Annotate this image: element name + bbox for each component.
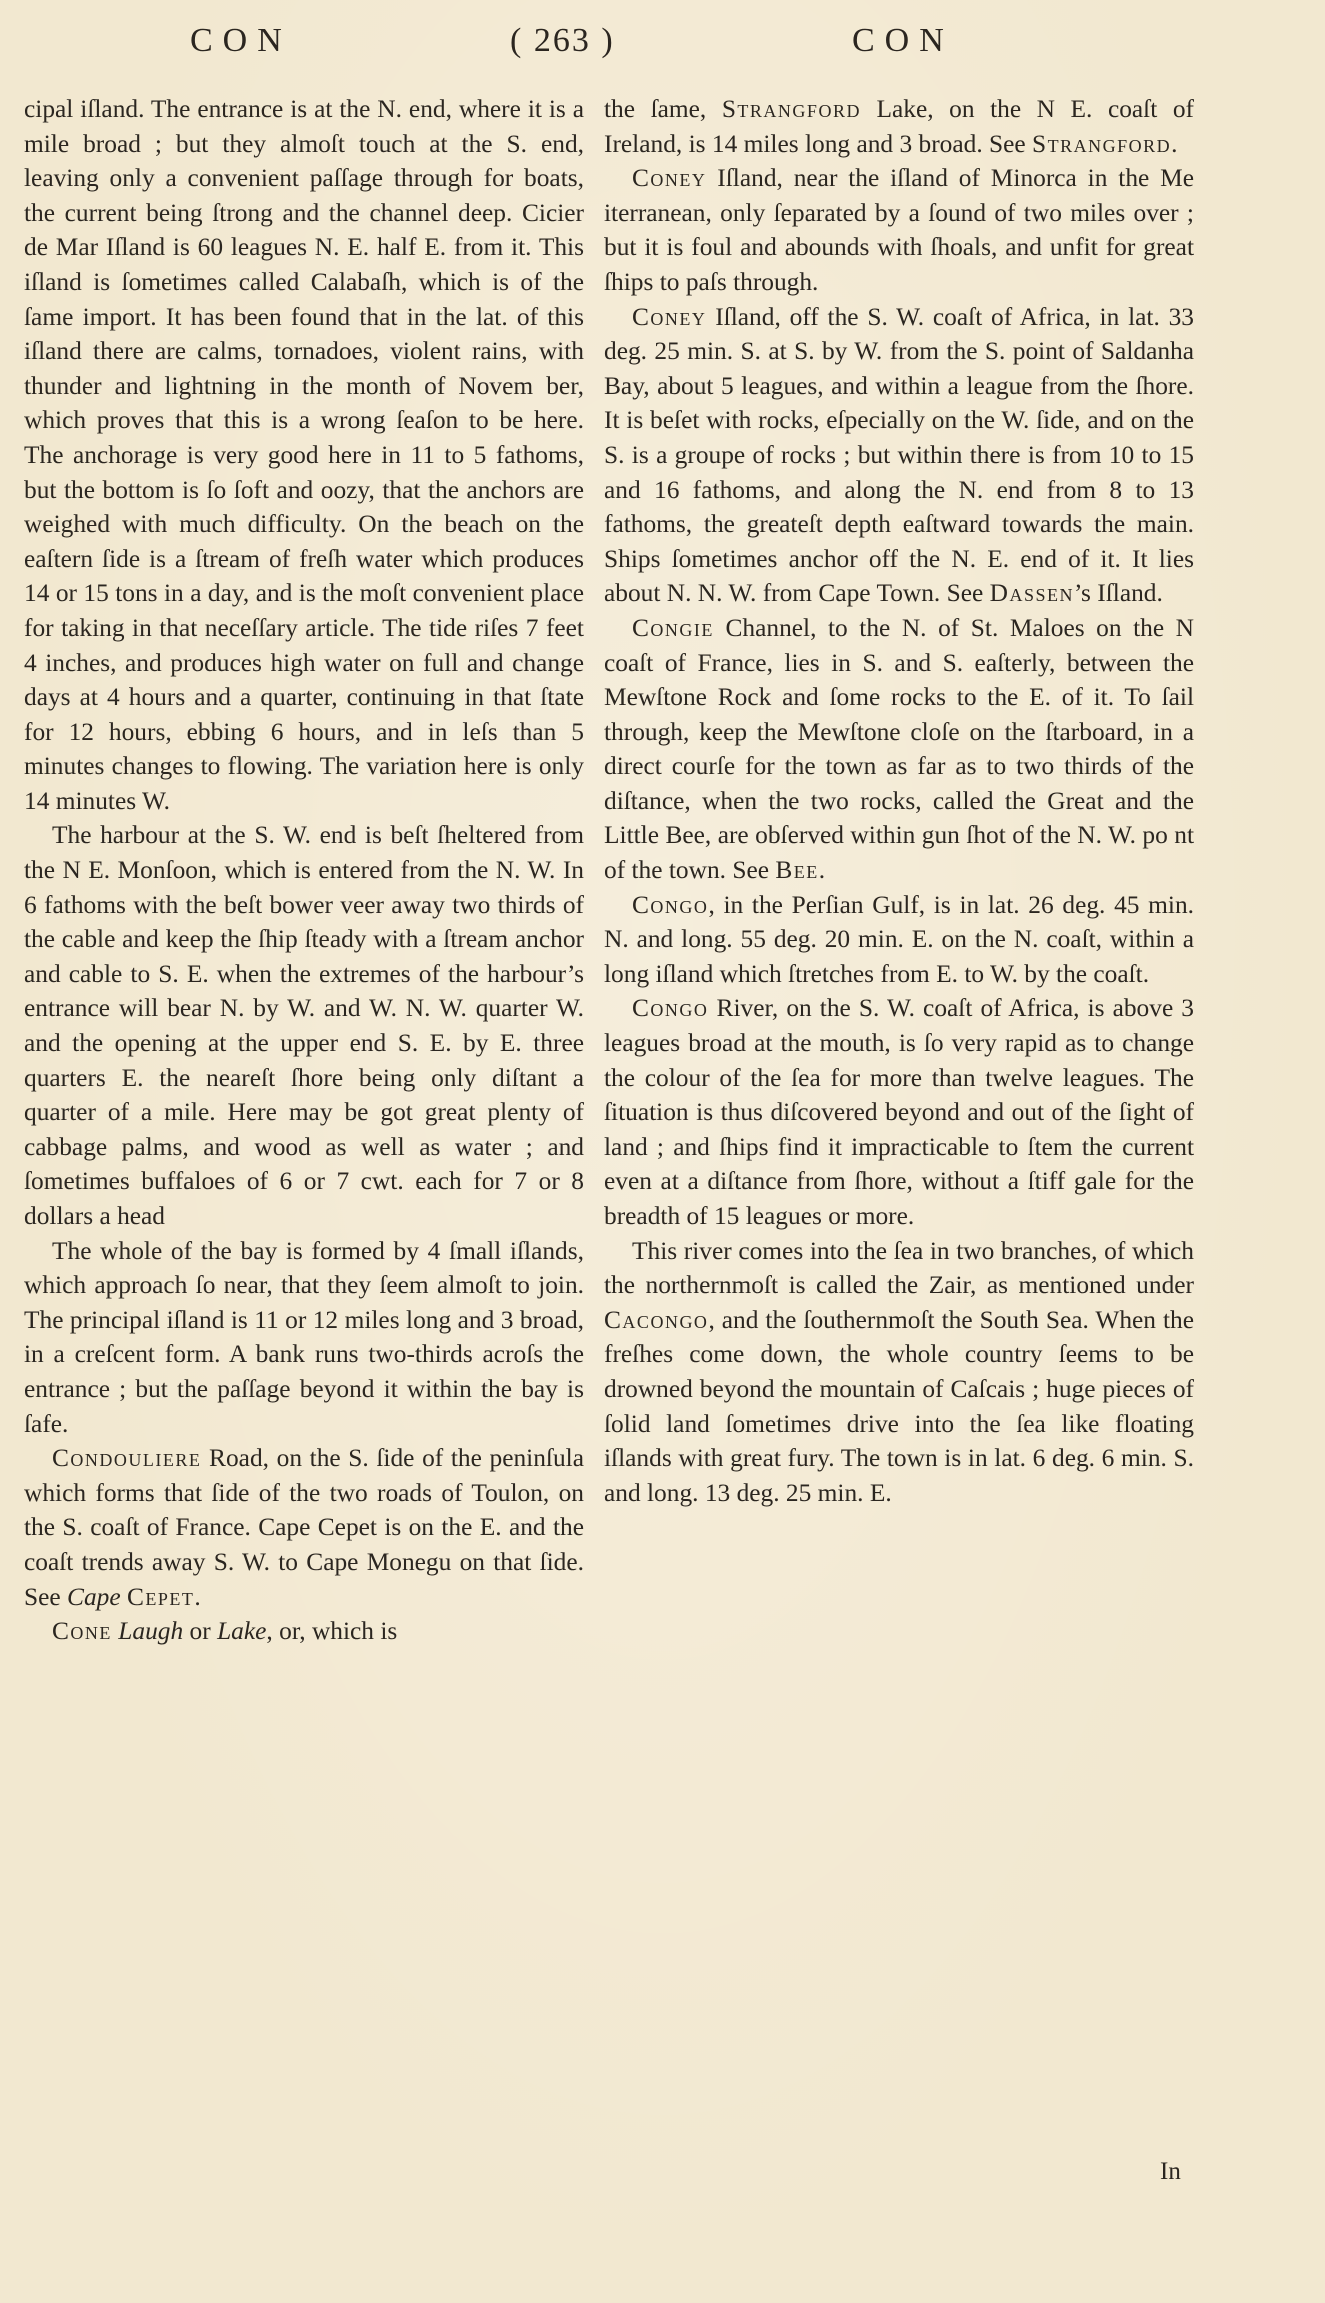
- paragraph: [24, 818, 584, 1233]
- paragraph-text: ’s Iſland.: [1073, 579, 1163, 608]
- paragraph-text: the ſame,: [604, 95, 722, 123]
- paragraph-text: River, on the S. W. coaſt of Africa, is above 3 leagues broad at the mouth, is ſo very rapid as to change the colour of the ſea for more than twelve leagues. The ſituation is thus diſcovered beyond and out of the ſight of land ; and ſhips find it impracticable to ſtem the current even at a diſtance from ſhore, without a ſtiff gale for the breadth of 15 leagues or more.: [604, 994, 1194, 1230]
- header-left-word: CON: [190, 22, 292, 59]
- small-caps-text: Strangford: [1032, 129, 1172, 158]
- paragraph-text: The harbour at the S. W. end is beſt ſheltered from the N E. Monſoon, which is entered from the N. W. In 6 fathoms with the beſt bower veer away two thirds of the cable and keep the ſhip ſteady with a ſtream anchor and cable to S. E. when the extremes of the harbour’s entrance will bear N. by W. and W. N. W. quarter W. and the opening at the upper end S. E. by E. three quarters E. the neareſt ſhore being only diſtant a quarter of a mile. Here may be got great plenty of cabbage palms, and wood as well as water ; and ſometimes buffaloes of 6 or 7 cwt. each for 7 or 8 dollars a head: [24, 821, 584, 1230]
- paragraph: [24, 1441, 584, 1614]
- small-caps-text: Condouliere: [52, 1444, 202, 1473]
- catchword: In: [1160, 2158, 1181, 2185]
- paragraph: [604, 92, 1194, 161]
- paragraph-text: Road, on the S. ſide of the peninſula which forms that ſide of the two roads of Toulon, on the S. coaſt of France. Cape Cepet is on the E. and the coaſt trends away S. W. to Cape Monegu on that ſide. See: [24, 1444, 584, 1611]
- header-right-word: CON: [852, 22, 954, 59]
- paragraph-text: Lake, on the N E. coaſt of Ireland, is 14 miles long and 3 broad. See: [604, 95, 1194, 158]
- paragraph-text: Iſland, near the iſland of Minorca in the Me iterranean, only ſeparated by a ſound of two miles over ; but it is foul and abounds with ſhoals, and unfit for great ſhips to paſs through.: [604, 164, 1194, 296]
- paragraph: [604, 300, 1194, 611]
- page-number: ( 263 ): [510, 22, 615, 59]
- left-text-column: [24, 92, 584, 1649]
- paragraph-text: , in the Perſian Gulf, is in lat. 26 deg. 45 min. N. and long. 55 deg. 20 min. E. on the N. coaſt, within a long iſland which ſtretches from E. to W. by the coaſt.: [604, 890, 1194, 988]
- paragraph-text: .: [818, 856, 826, 885]
- paragraph: [604, 991, 1194, 1233]
- paragraph-text: .: [1171, 129, 1178, 158]
- paragraph-text: This river comes into the ſea in two branches, of which the northernmoſt is called the Zair, as mentioned under: [604, 1236, 1194, 1300]
- paragraph-text: cipal iſland. The entrance is at the N. end, where it is a mile broad ; but they almoſt touch at the S. end, leaving only a convenient paſſage through for boats, the current being ſtrong and the channel deep. Cicier de Mar Iſland is 60 leagues N. E. half E. from it. This iſland is ſometimes called Calabaſh, which is of the ſame import. It has been found that in the lat. of this iſland there are calms, tornadoes, violent rains, with thunder and lightning in the month of Novem ber, which proves that this is a wrong ſeaſon to be here. The anchorage is very good here in 11 to 5 fathoms, but the bottom is ſo ſoft and oozy, that the anchors are weighed with much difficulty. On the beach on the eaſtern ſide is a ſtream of freſh water which produces 14 or 15 tons in a day, and is the moſt convenient place for taking in that neceſſary article. The tide riſes 7 feet 4 inches, and produces high water on full and change days at 4 hours and a quarter, continuing in that ſtate for 12 hours, ebbing 6 hours, and in leſs than 5 minutes changes to flowing. The variation here is only 14 minutes W.: [24, 95, 584, 815]
- paragraph-text: or: [183, 1617, 218, 1646]
- paragraph-text: .: [194, 1582, 201, 1611]
- paragraph: [24, 1614, 584, 1649]
- small-caps-text: Congo: [632, 890, 709, 919]
- paragraph-text: , and the ſouthernmoſt the South Sea. When the freſhes come down, the whole country ſeems to be drowned beyond the mountain of Caſcais ; huge pieces of ſolid land ſometimes drive into the ſea like floating iſlands with great fury. The town is in lat. 6 deg. 6 min. S. and long. 13 deg. 25 min. E.: [604, 1305, 1194, 1507]
- small-caps-text: Cepet: [126, 1582, 195, 1611]
- italic-text: Laugh: [118, 1617, 184, 1646]
- small-caps-text: Strangford: [721, 95, 861, 123]
- paragraph: [604, 161, 1194, 299]
- small-caps-text: Cone: [52, 1617, 112, 1646]
- small-caps-text: Congie: [632, 613, 714, 642]
- paragraph: [24, 1234, 584, 1442]
- paragraph: [24, 92, 584, 818]
- running-header: [0, 18, 1325, 78]
- right-text-column: [604, 92, 1194, 1510]
- paragraph-text: Iſland, off the S. W. coaſt of Africa, in lat. 33 deg. 25 min. S. at S. by W. from the S. point of Saldanha Bay, about 5 leagues, and within a league from the ſhore. It is beſet with rocks, eſpecially on the W. ſide, and on the S. is a groupe of rocks ; but within there is from 10 to 15 and 16 fathoms, and along the N. end from 8 to 13 fathoms, the greateſt depth eaſtward towards the main. Ships ſometimes anchor off the N. E. end of it. It lies about N. N. W. from Cape Town. See: [604, 302, 1194, 608]
- paragraph: [604, 611, 1194, 888]
- paragraph-text: , or, which is: [266, 1617, 398, 1646]
- paragraph-text: Channel, to the N. of St. Maloes on the N coaſt of France, lies in S. and S. eaſterly, between the Mewſtone Rock and ſome rocks to the E. of it. To ſail through, keep the Mewſtone cloſe on the ſtarboard, in a direct courſe for the town as far as to two thirds of the diſtance, when the two rocks, called the Great and the Little Bee, are obſerved within gun ſhot of the N. W. po nt of the town. See: [604, 613, 1194, 885]
- paragraph: [604, 888, 1194, 992]
- paragraph: [604, 1234, 1194, 1511]
- small-caps-text: Congo: [632, 994, 709, 1023]
- small-caps-text: Coney: [632, 164, 707, 193]
- small-caps-text: Bee: [775, 856, 819, 885]
- small-caps-text: Coney: [632, 302, 707, 331]
- small-caps-text: Dassen: [989, 579, 1074, 608]
- italic-text: Lake: [217, 1617, 267, 1646]
- paragraph-text: The whole of the bay is formed by 4 ſmall iſlands, which approach ſo near, that they ſeem almoſt to join. The principal iſland is 11 or 12 miles long and 3 broad, in a creſcent form. A bank runs two-thirds acroſs the entrance ; but the paſſage beyond it within the bay is ſafe.: [24, 1236, 584, 1438]
- italic-text: Cape: [67, 1582, 121, 1611]
- small-caps-text: Cacongo: [604, 1305, 709, 1334]
